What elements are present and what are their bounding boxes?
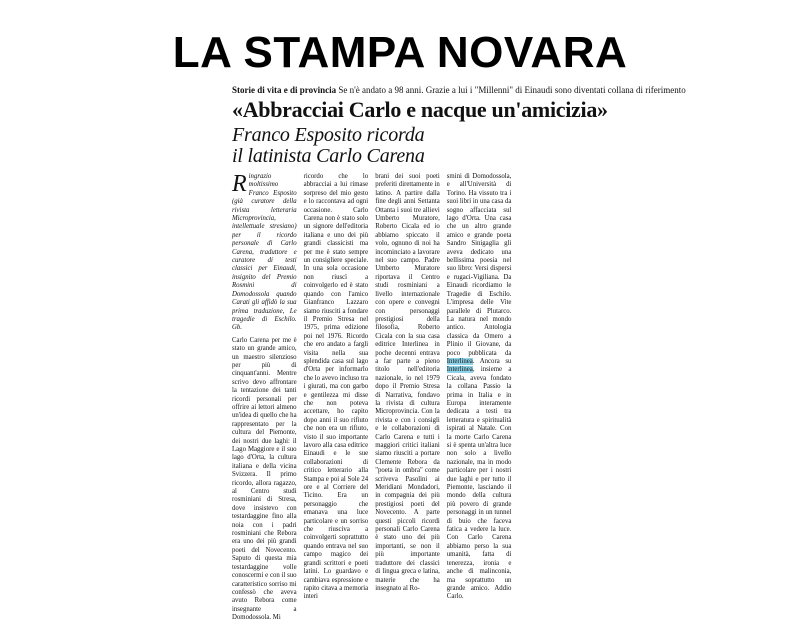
article-clipping <box>232 85 686 622</box>
column-2-text: ricordo che lo abbracciai a lui rimase sorpreso del mio gesto e lo raccontava ad ogni occasione. Carlo Carena non è stato solo un signore dell'editoria italiana e uno dei più grandi classicisti ma per me è stato sempre un consigliere speciale. In una sola occasione non riuscì a coinvolgerlo ed è stato quando con l'amico Gianfranco Lazzaro siamo riusciti a fondare il Premio Stresa nel 1975, prima edizione poi nel 1976. Ricordo che ero andato a fargli visita nella sua splendida casa sul lago d'Orta per informarlo che lo avevo incluso tra i giurati, ma con garbo e gentilezza mi disse che non poteva accettare, ho capito dopo anni il suo rifiuto che non era un rifiuto, visto il suo importante lavoro alla casa editrice Einaudi e le sue collaborazioni di critico letterario alla Stampa e poi al Sole 24 ore e al Corriere del Ticino. Era un personaggio che emanava una luce particolare e un sorriso che riusciva a coinvolgerti soprattutto quando entrava nel suo campo magico dei grandi scrittori e poeti latini. Lo guardavo e cambiava espressione e rapito citava a memoria interi <box>303 173 369 601</box>
subhead-line-2: il latinista Carlo Carena <box>232 145 425 167</box>
column-4-text-a: smini di Domodossola, e all'Università di Torino. Ha vissuto tra i suoi libri in una casa da sogno affacciata sul lago d'Orta. Una casa che un altro grande amico e grande poeta Sandro Sinigaglia gli aveva dedicato una bellissima poesia nel suo libro: Versi dispersi e rugaci-Vigiliana. Da Einaudi ricordiamo le Tragedie di Eschilo. L'impresa delle Vite parallele di Plutarco. La natura nel mondo antico. Antologia classica da Omero a Plinio il Giovane, da poco pubblicata da <box>446 173 512 357</box>
article-headline: «Abbracciai Carlo e nacque un'amicizia» <box>232 97 608 122</box>
article-column-4 <box>446 173 512 601</box>
highlighted-publisher: Interlinea <box>446 357 473 365</box>
subhead-line-1: Franco Esposito ricorda <box>232 124 425 146</box>
article-columns <box>232 171 578 622</box>
article-subhead <box>232 125 578 167</box>
kicker-label: Storie di vita e di provincia <box>232 85 337 95</box>
highlighted-publisher-2: Interlinea <box>446 366 473 374</box>
drop-cap: R <box>232 171 247 197</box>
column-3-text: brani dei suoi poeti preferiti direttamente in latino. A partire dalla fine degli anni Settanta Ottanta i suoi tre allievi Umberto Muratore, Roberto Cicala ed io abbiamo spiccato il volo, ognuno di noi ha incominciato a lavorare nel suo campo. Padre Umberto Muratore riportava il Centro studi rosminiani a livello internazionale con opere e convegni con personaggi prestigiosi della filosofia, Roberto Cicala con la sua casa editrice Interlinea in poche decenni entrava a far parte a pieno titolo nell'editoria nazionale, io nel 1979 dopo il Premio Stresa di Narrativa, fondavo la rivista di cultura Microprovincia. Con la rivista e con i consigli e le collaborazioni di Carlo Carena e tutti i maggiori critici italiani siamo riusciti a portare Clemente Rebora da "poeta in ombra" come scriveva Pasolini ai Meridiani Mondadori, in compagnia dei più prestigiosi poeti del Novecento. A parte questi piccoli ricordi personali Carlo Carena è stato uno dei più importanti, se non il più importante traduttore dei classici di lingua greca e latina, materie che ha insegnato al Ro- <box>375 173 440 592</box>
article-column-2 <box>303 173 369 601</box>
article-column-3 <box>375 173 440 592</box>
kicker-text: Se n'è andato a 98 anni. Grazie a lui i "Millenni" di Einaudi sono diventati collana di riferimento <box>338 85 686 95</box>
masthead-title: LA STAMPA NOVARA <box>172 28 628 77</box>
column-4-text-c: , insieme a Cicala, aveva fondato la collana Passio la prima in Italia e in Europa interamente dedicata a testi tra letteratura e spiritualità ispirati al Natale. Con la morte Carlo Carena si è spenta un'altra luce non solo a livello nazionale, ma in modo particolare per i nostri due laghi e per tutto il Piemonte, lasciando il mondo della cultura più povero di grande personaggi in un tunnel di buio che faceva fatica a vedere la luce. Con Carlo Carena abbiamo perso la sua umanità, fatta di tenerezza, ironia e anche di malinconia, ma soprattutto un grande amico. Addio Carlo. <box>446 366 512 601</box>
article-kicker <box>232 85 686 96</box>
intro-signature: Gb. <box>232 324 243 332</box>
column-4-text <box>447 173 512 602</box>
intro-text: ingrazio moltissimo Franco Esposito (già curatore della rivista letteraria Microprovincia, intellettuale stresiano) per il ricordo personale di Carlo Carena, traduttore e curatore di testi classici per Einaudi, insignito del Premio Rosmini di Domodossola quando Carati gli affidò la sua prima traduzione, Le tragedie di Eschilo. <box>232 173 297 323</box>
column-1-text: Carlo Carena per me è stato un grande amico, un maestro silenzioso per più di cinquant'anni. Mentre scrivo devo affrontare la tentazione dei tanti ricordi personali per offrire ai lettori almeno un'idea di quello che ha rappresentato per la cultura del Piemonte, dei nostri due laghi: il Lago Maggiore e il suo lago d'Orta, la cultura italiana e della vicina Svizzera. Il primo ricordo, allora ragazzo, al Centro studi rosminiani di Stresa, dove insistevo con testardaggine fino alla noia con i padri rosminiani che Rebora era uno dei più grandi poeti del Novecento. Saputo di questa mia testardaggine volle conoscermi e con il suo caratteristico sorriso mi confessò che aveva avuto Rebora come insegnante a Domodossola. Mi <box>232 336 297 622</box>
article-column-1 <box>232 171 297 622</box>
column-4-text-b: . Ancora su <box>472 357 512 365</box>
article-intro <box>232 173 297 333</box>
